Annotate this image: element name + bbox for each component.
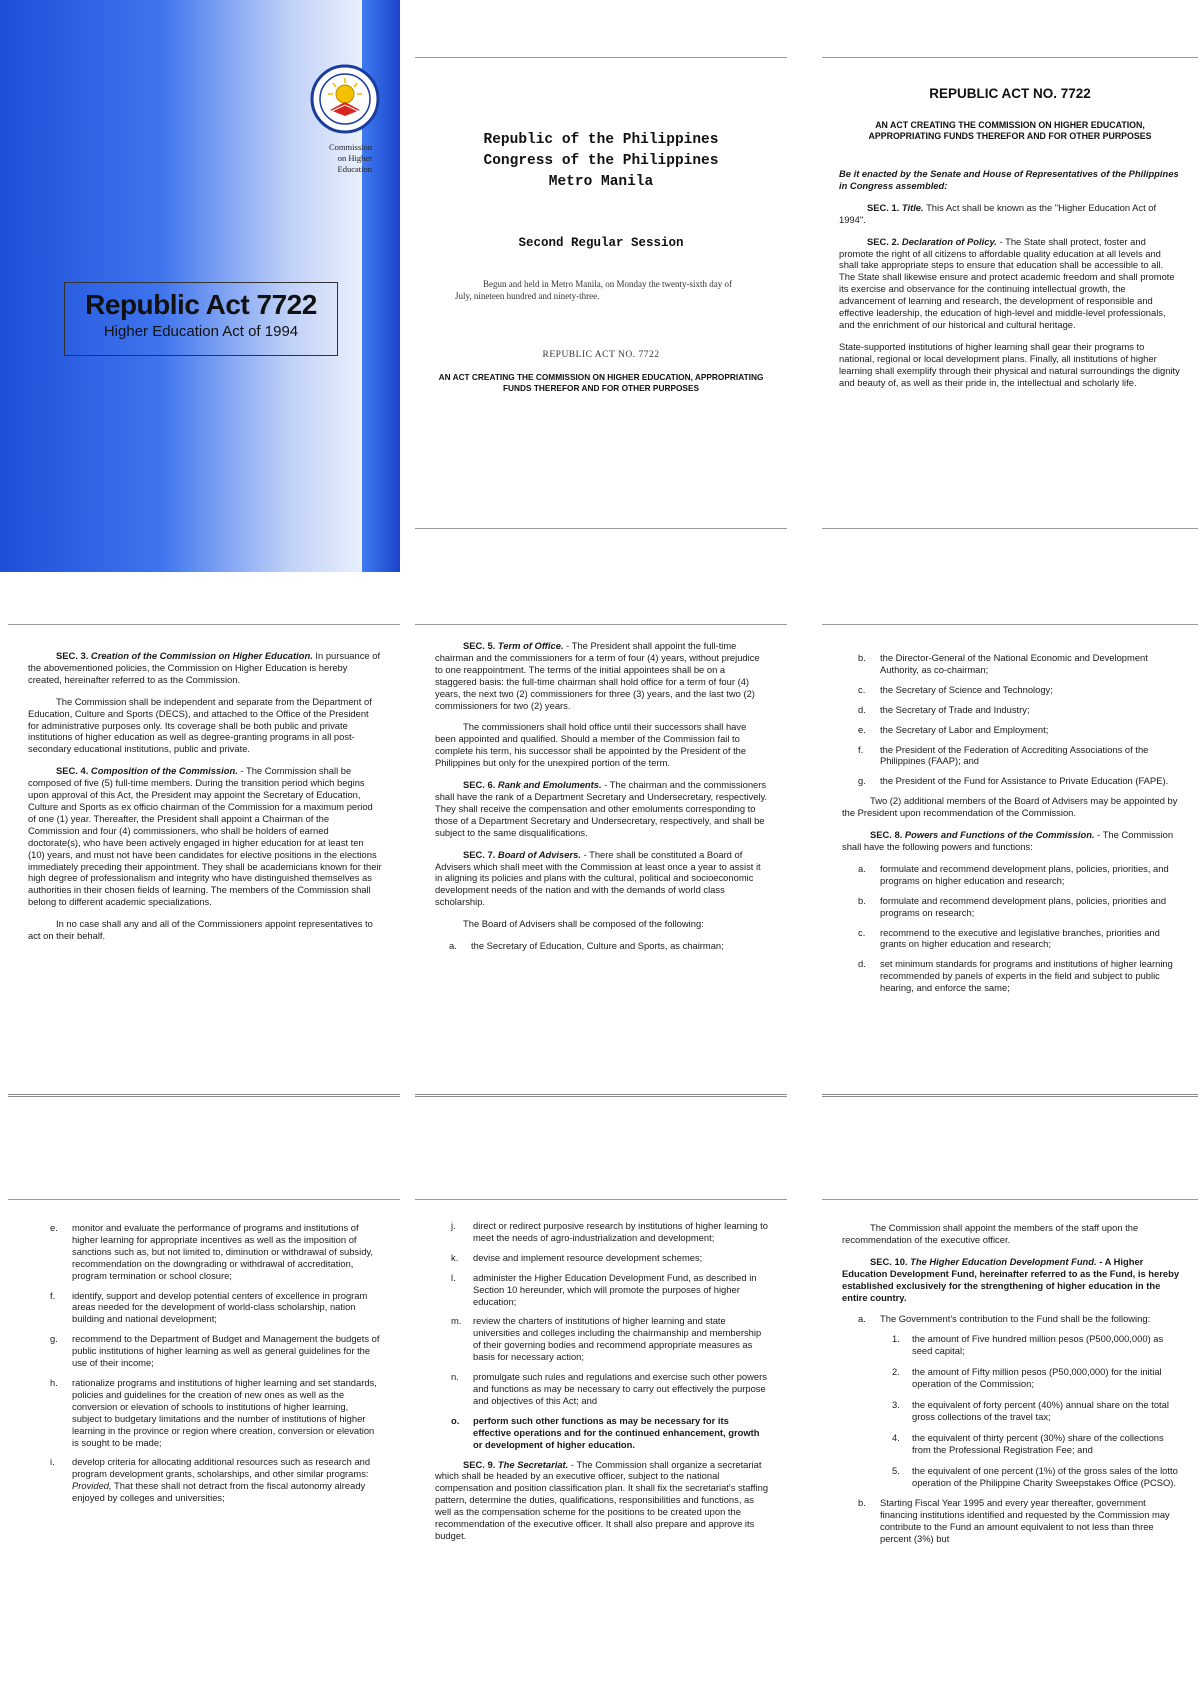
list-text: the President of the Fund for Assistance to Private Education (FAPE). <box>880 775 1169 787</box>
sec7-paragraph: The Board of Advisers shall be composed of the following: <box>463 918 704 930</box>
list-item <box>858 927 1180 951</box>
list-item <box>858 652 1180 676</box>
cover-title: Republic Act 7722 <box>85 289 317 320</box>
list-text: promulgate such rules and regulations and exercise such other powers and functions as may be necessary to carry out effectively the purpose and objectives of this Act; and <box>473 1371 767 1406</box>
sec6 <box>435 779 769 839</box>
act-heading: REPUBLIC ACT NO. 7722 <box>929 86 1091 101</box>
sec2 <box>839 236 1181 331</box>
sec-label: SEC. 7. <box>463 848 496 860</box>
page-3 <box>835 80 1185 520</box>
sub-key: 1. <box>892 1333 900 1345</box>
list-text: devise and implement resource development schemes; <box>473 1251 703 1263</box>
list-key: h. <box>50 1376 58 1388</box>
sec-label: SEC. 4. <box>56 765 89 777</box>
list-key: c. <box>858 926 866 938</box>
sub-text: the amount of Fifty million pesos (P50,000,000) for the initial operation of the Commission; <box>912 1366 1162 1390</box>
list-item <box>858 1313 1180 1325</box>
cover-subtitle: Higher Education Act of 1994 <box>103 323 299 340</box>
sec-body: - The Commission shall organize a secretariat which shall be headed by an executive officer, subject to the national compensation and position classification plan. It shall fix the secretariat's staffing pattern, determine the duties, qualifications, responsibilities and functions, as well as the compensation scheme for the positions to be created upon the recommendation of the executive officer. It shall also prepare and approve its budget. <box>435 1458 769 1541</box>
list-text-tail: That these shall not detract from the fiscal autonomy already enjoyed by colleges and universities; <box>72 1480 366 1504</box>
page5-body <box>435 640 769 960</box>
list-text: monitor and evaluate the performance of programs and institutions of higher learning for appropriate incentives as well as the imposition of sanctions such as, but not limited to, diminution or withdrawal of subsidy, recommendation on the downgrading or withdrawal of accreditation, program termination or school closure; <box>72 1222 374 1281</box>
list-key: d. <box>858 703 866 715</box>
sec5 <box>435 640 769 711</box>
sub-text: the equivalent of thirty percent (30%) share of the collections from the Professional Registration Fee; and <box>912 1431 1164 1455</box>
sec-body: - The Commission shall have the following powers and functions: <box>842 829 1174 852</box>
list-item <box>858 704 1180 716</box>
sec-label: SEC. 9. <box>463 1458 496 1470</box>
sec-label: SEC. 6. <box>463 779 496 791</box>
sec4 <box>28 765 382 908</box>
list-key: a. <box>858 862 866 874</box>
list-item <box>451 1371 769 1407</box>
sub-item <box>892 1333 1180 1357</box>
list-item <box>858 1497 1180 1545</box>
sec-body: - A Higher Education Development Fund, hereinafter referred to as the Fund, is hereby established exclusively for the strengthening of higher education in the entire country. <box>842 1255 1180 1303</box>
sec5-paragraph: The commissioners shall hold office until their successors shall have been appointed and qualified. Should a member of the Commission fail to complete his term, his successor shall be appointed by the President of the Philippines but only for the unexpired portion of the term. <box>435 721 747 769</box>
header-line: Republic of the Philippines <box>483 132 719 148</box>
list-item <box>50 1333 380 1369</box>
page-rule <box>415 528 787 529</box>
list-key: f. <box>50 1289 56 1301</box>
header-block <box>415 130 787 193</box>
list-text: the Secretary of Trade and Industry; <box>880 703 1030 715</box>
session-label: Second Regular Session <box>518 236 684 250</box>
act-title: AN ACT CREATING THE COMMISSION ON HIGHER EDUCATION, APPROPRIATING FUNDS THEREFOR AND FOR OTHER PURPOSES <box>438 372 764 393</box>
list-item <box>50 1222 380 1282</box>
ched-seal-icon <box>310 64 380 134</box>
list-text: recommend to the executive and legislative branches, priorities and grants on higher education and research; <box>880 926 1160 950</box>
sec-label: SEC. 2. <box>867 235 900 247</box>
page-rule <box>8 1199 400 1200</box>
list-key: e. <box>858 723 866 735</box>
page-7 <box>50 1222 380 1682</box>
sec-label: SEC. 3. <box>56 650 89 661</box>
list-key: m. <box>451 1315 462 1327</box>
org-line: on Higher <box>337 153 372 163</box>
sec-label: SEC. 5. <box>463 640 496 651</box>
sec-title: Board of Advisers. <box>497 848 581 860</box>
org-line: Education <box>337 164 372 174</box>
list-key: n. <box>451 1371 459 1383</box>
list-item <box>50 1290 380 1326</box>
sec-title: Declaration of Policy. <box>901 235 997 247</box>
list-item <box>451 1415 769 1451</box>
list-text: The Government's contribution to the Fund shall be the following: <box>880 1313 1151 1325</box>
enacting-clause: Be it enacted by the Senate and House of Representatives of the Philippines in Congress assembled: <box>839 168 1179 191</box>
page-5 <box>435 640 769 1086</box>
sec-body: - The President shall appoint the full-time chairman and the commissioners for a term of four (4) years, without prejudice to one reappointment. The terms of the initial appointees shall be on a staggered basis: the full-time chairman shall hold office for a term of four (4) years, the next two (2) commissioners for three (3) years, and the last two (2) commissioners for two (2) years. <box>435 640 760 711</box>
page-rule <box>822 1094 1198 1097</box>
org-line: Commission <box>329 142 372 152</box>
sec3-paragraph: The Commission shall be independent and separate from the Department of Education, Culture and Sports (DECS), and attached to the Office of the President for administrative purposes only. Its coverage shall be both public and private institutions of higher education as well as degree-granting programs in all post-secondary educational institutions, public and private. <box>28 695 372 755</box>
sub-text: the equivalent of forty percent (40%) annual share on the total gross collections of the travel tax; <box>912 1398 1169 1422</box>
sub-item <box>892 1399 1180 1423</box>
title-page <box>415 60 787 535</box>
sec9 <box>435 1459 769 1542</box>
sec-title: Creation of the Commission on Higher Education. <box>90 650 313 661</box>
list-key: b. <box>858 894 866 906</box>
cover-title-box <box>64 282 338 356</box>
list-item <box>858 958 1180 994</box>
list-item <box>858 775 1180 787</box>
list-key: k. <box>451 1251 459 1263</box>
list-text: rationalize programs and institutions of higher learning and set standards, policies and guidelines for the creation of new ones as well as the conversion or elevation of schools to institutions of higher learning, subject to budgetary limitations and the number of institutions of higher learning in the province or region where creation, conversion or elevation is sought to be made; <box>72 1376 377 1448</box>
list-key: a. <box>858 1313 866 1325</box>
list-item <box>50 1377 380 1448</box>
sec-label: SEC. 8. <box>870 829 903 841</box>
page-rule <box>415 1094 787 1097</box>
list-text: recommend to the Department of Budget and Management the budgets of public institutions of higher learning as well as general guidelines for the use of their income; <box>72 1333 380 1369</box>
page-8 <box>435 1220 769 1682</box>
list-item <box>858 744 1180 768</box>
act-subheading: AN ACT CREATING THE COMMISSION ON HIGHER EDUCATION, APPROPRIATING FUNDS THEREFOR AND FOR OTHER PURPOSES <box>868 120 1152 141</box>
sec8 <box>842 829 1180 853</box>
sub-text: the amount of Five hundred million pesos (P500,000,000) as seed capital; <box>912 1333 1164 1357</box>
list-text: set minimum standards for programs and institutions of higher learning recommended by panels of experts in the field and subject to public hearing, and enforce the same; <box>880 958 1173 994</box>
page9-body <box>842 1222 1180 1553</box>
sec-title: The Higher Education Development Fund. <box>910 1255 1097 1267</box>
sec4-paragraph: In no case shall any and all of the Commissioners appoint representatives to act on their behalf. <box>28 918 373 942</box>
sub-text: the equivalent of one percent (1%) of the gross sales of the lotto operation of the Philippine Charity Sweepstakes Office (PCSO). <box>912 1464 1178 1488</box>
sec-title: Powers and Functions of the Commission. <box>904 829 1095 841</box>
header-line: Congress of the Philippines <box>483 153 719 169</box>
sec-title: The Secretariat. <box>497 1458 569 1470</box>
list-key: c. <box>858 683 866 695</box>
list-item <box>858 724 1180 736</box>
sec3 <box>28 650 382 686</box>
list-text: the Secretary of Labor and Employment; <box>880 723 1049 735</box>
page8-body <box>435 1220 769 1552</box>
list-text <box>72 1456 380 1504</box>
sec-body: In pursuance of the abovementioned policies, the Commission on Higher Education is hereby created, hereinafter referred to as the Commission. <box>28 650 381 685</box>
list-text: the Secretary of Science and Technology; <box>880 683 1053 695</box>
advisers-paragraph: Two (2) additional members of the Board of Advisers may be appointed by the President upon recommendation of the Commission. <box>842 795 1178 819</box>
page3-body <box>839 168 1181 399</box>
list-text: Starting Fiscal Year 1995 and every year thereafter, government financing institutions identified and requested by the Commission may contribute to the Fund an amount equivalent to not less than three percent (3%) but <box>880 1497 1170 1545</box>
cover-page <box>0 0 400 572</box>
sec-label: SEC. 1. <box>867 201 900 213</box>
page-rule <box>822 1199 1198 1200</box>
page-4 <box>28 650 382 1086</box>
sec7 <box>435 849 769 909</box>
sec9-paragraph: The Commission shall appoint the members of the staff upon the recommendation of the executive officer. <box>842 1222 1139 1245</box>
list-key: e. <box>50 1222 58 1233</box>
list-key: j. <box>451 1220 456 1231</box>
page-9 <box>842 1222 1180 1682</box>
sec1 <box>839 202 1181 226</box>
list-item <box>451 1315 769 1363</box>
list-item <box>50 1456 380 1504</box>
list-text: perform such other functions as may be necessary for its effective operations and for the continued enhancement, growth or development of higher education. <box>473 1414 760 1450</box>
provided-word: Provided, <box>72 1480 112 1492</box>
org-name <box>300 142 372 175</box>
sub-item <box>892 1465 1180 1489</box>
list-item <box>451 1252 769 1264</box>
list-item <box>858 863 1180 887</box>
page-rule <box>8 1094 400 1097</box>
sec-title: Composition of the Commission. <box>90 765 238 777</box>
page-rule <box>415 1199 787 1200</box>
page-rule <box>822 528 1198 529</box>
list-key: g. <box>50 1333 58 1345</box>
page4-body <box>28 650 382 952</box>
sec-body: - The Commission shall be composed of five (5) full-time members. During the transition period which begins upon approval of this Act, the President may appoint the Secretary of Education, Culture and Sports as ex officio chairman of the Commission for a maximum period of one (1) year. Thereafter, the President shall appoint a Chairman of the Commission and four (4) commissioners, who shall be holders of earned doctorate(s), who have been actively engaged in higher education for at least ten (10) years, and must not have been candidates for elective positions in the elections immediately preceding their appointment. They shall be academicians known for their high degree of professionalism and integrity who have distinguished themselves as authorities in their chosen fields of learning. The members of the Commission shall belong to different academic specializations. <box>28 765 382 908</box>
sub-key: 4. <box>892 1431 900 1443</box>
page-rule <box>822 57 1198 58</box>
begun-text: Begun and held in Metro Manila, on Monday the twenty-sixth day of July, nineteen hundred and ninety-three. <box>455 279 732 301</box>
list-text: identify, support and develop potential centers of excellence in program areas needed for the development of world-class scholarship, nation building and national development; <box>72 1289 368 1325</box>
list-text: direct or redirect purposive research by institutions of higher learning to meet the needs of agro-industrialization and development; <box>473 1220 768 1243</box>
sec10 <box>842 1256 1180 1304</box>
list-key: a. <box>449 940 457 952</box>
sec2-paragraph: State-supported institutions of higher learning shall gear their programs to national, regional or local development plans. Finally, all institutions of higher learning shall exemplify through their physical and natural surroundings the dignity and beauty of, as well as their pride in, the intellectual and scholarly life. <box>839 340 1180 388</box>
list-key: b. <box>858 652 866 663</box>
list-item <box>449 940 769 952</box>
page-rule <box>8 624 400 625</box>
list-key: o. <box>451 1414 460 1426</box>
sub-item <box>892 1366 1180 1390</box>
list-text: review the charters of institutions of higher learning and state universities and colleges including the chairmanship and membership of their governing bodies and recommend appropriate measures as basis for necessary action; <box>473 1315 762 1363</box>
act-number: REPUBLIC ACT NO. 7722 <box>542 350 660 360</box>
list-item <box>858 684 1180 696</box>
sub-item <box>892 1432 1180 1456</box>
sec-body: This Act shall be known as the "Higher Education Act of 1994". <box>839 201 1157 225</box>
sec-title: Term of Office. <box>497 640 564 651</box>
list-item <box>451 1220 769 1244</box>
page6-body <box>842 652 1180 1002</box>
list-text: the Director-General of the National Economic and Development Authority, as co-chairman; <box>880 652 1148 675</box>
list-text-main: develop criteria for allocating additional resources such as research and program development grants, scholarships, and other similar programs: <box>72 1456 371 1480</box>
list-key: g. <box>858 775 866 787</box>
sec-label: SEC. 10. <box>870 1255 908 1267</box>
sec-body: - The State shall protect, foster and promote the right of all citizens to affordable quality education at all levels and shall take appropriate steps to ensure that education shall be accessible to all. The State shall likewise ensure and protect academic freedom and shall promote its exercise and observance for the continuing intellectual growth, the advancement of learning and research, the development of responsible and effective leadership, the education of high-level and middle-level professionals, and the enrichment of our historical and cultural heritage. <box>839 235 1175 330</box>
page-rule <box>822 624 1198 625</box>
sec-title: Title. <box>901 201 924 213</box>
list-key: b. <box>858 1497 866 1509</box>
page-6 <box>842 652 1180 1086</box>
list-text: administer the Higher Education Development Fund, as described in Section 10 hereunder, which will promote the purposes of higher education; <box>473 1271 757 1307</box>
page7-body <box>50 1222 380 1512</box>
list-item <box>858 895 1180 919</box>
sec-body: - There shall be constituted a Board of Advisers which shall meet with the Commission at least once a year to assist it in aligning its policies and plans with the cultural, political and socioeconomic development needs of the nation and with the demands of world class scholarship. <box>435 848 761 908</box>
sec-title: Rank and Emoluments. <box>497 779 602 791</box>
header-line: Metro Manila <box>548 174 654 190</box>
list-text: formulate and recommend development plans, policies, priorities, and programs on higher education and research; <box>880 862 1169 886</box>
sub-key: 5. <box>892 1464 900 1476</box>
list-key: d. <box>858 958 866 970</box>
sub-key: 3. <box>892 1398 900 1410</box>
list-key: l. <box>451 1271 456 1283</box>
list-key: f. <box>858 743 864 755</box>
list-key: i. <box>50 1456 55 1468</box>
list-text: the Secretary of Education, Culture and Sports, as chairman; <box>471 940 724 952</box>
page-rule <box>415 624 787 625</box>
list-text: the President of the Federation of Accrediting Associations of the Philippines (FAAP); and <box>880 743 1149 767</box>
page-rule <box>415 57 787 58</box>
sec-body: - The chairman and the commissioners shall have the rank of a Department Secretary and Undersecretary, respectively. They shall receive the compensation and other emoluments corresponding to those of a Department Secretary and Undersecretary, respectively, and shall be subject to the same disqualifications. <box>435 779 768 838</box>
list-item <box>451 1272 769 1308</box>
sub-key: 2. <box>892 1366 900 1378</box>
list-text: formulate and recommend development plans, policies, priorities and programs on research; <box>880 894 1167 918</box>
